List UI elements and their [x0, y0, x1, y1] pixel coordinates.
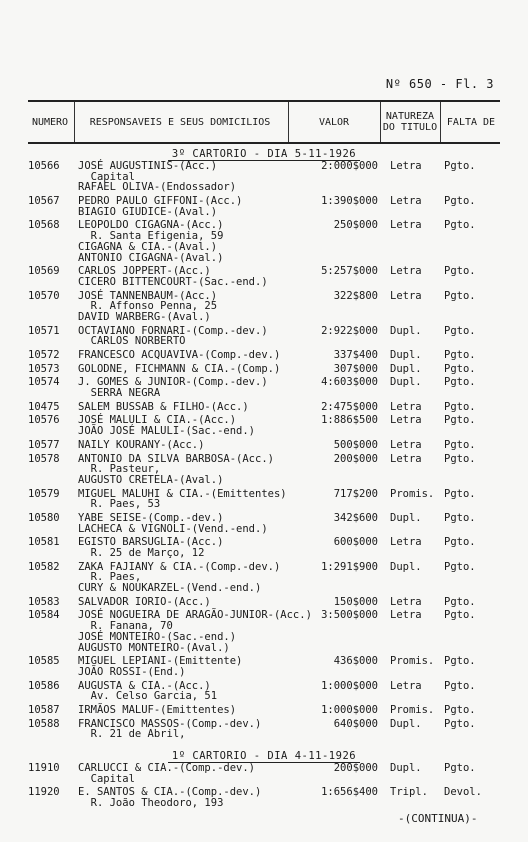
entry-number: 10571 — [28, 324, 60, 337]
entry-number: 11920 — [28, 786, 60, 799]
entry-natureza: Dupl. — [390, 324, 422, 337]
entry-responsavel-line: J. GOMES & JUNIOR-(Comp.-dev.) — [78, 376, 268, 389]
entry-valor: 250$000 — [333, 219, 378, 232]
entry-natureza: Promis. — [390, 487, 435, 500]
entry-responsavel-line: JOSÉ AUGUSTINIS-(Acc.) — [78, 160, 218, 172]
entry-responsavel-line: Capital — [78, 170, 135, 183]
entry-responsavel-line: JOSÉ NOGUEIRA DE ARAGÃO-JUNIOR-(Acc.) — [78, 609, 312, 622]
entry-number: 10576 — [28, 414, 60, 427]
entry-responsavel-line: ANTONIO CIGAGNA-(Aval.) — [78, 251, 224, 264]
entry-number: 10582 — [28, 560, 60, 573]
entry-natureza: Letra — [390, 609, 422, 622]
entry-natureza: Dupl. — [390, 376, 422, 389]
table-row — [28, 610, 500, 653]
entry-number: 10583 — [28, 595, 60, 608]
entry-falta: Pgto. — [444, 265, 476, 278]
entry-valor: 342$600 — [333, 511, 378, 524]
table-row — [28, 196, 500, 217]
entry-responsavel-line: BIAGIO GIUDICE-(Aval.) — [78, 205, 218, 218]
entry-number: 10587 — [28, 703, 60, 716]
entry-falta: Pgto. — [444, 160, 476, 172]
table-row — [28, 220, 500, 263]
page-number: Nº 650 - Fl. 3 — [385, 77, 494, 91]
table-row — [28, 440, 500, 451]
entry-valor: 1:000$000 — [321, 679, 378, 692]
table-row — [28, 513, 500, 534]
entry-natureza: Letra — [390, 536, 422, 549]
entry-valor: 322$800 — [333, 289, 378, 302]
entry-responsavel-line: RAFAEL OLIVA-(Endossador) — [78, 181, 237, 194]
entry-falta: Pgto. — [444, 655, 476, 668]
entry-number: 10475 — [28, 400, 60, 413]
entry-responsavel-line: SALEM BUSSAB & FILHO-(Acc.) — [78, 400, 249, 413]
entry-responsavel-line: IRMÃOS MALUF-(Emittentes) — [78, 703, 237, 716]
entry-valor: 337$400 — [333, 349, 378, 361]
entry-valor: 600$000 — [333, 536, 378, 549]
entry-responsavel-line: LEOPOLDO CIGAGNA-(Acc.) — [78, 219, 224, 232]
table-row — [28, 161, 500, 193]
entry-natureza: Letra — [390, 160, 422, 172]
entry-natureza: Letra — [390, 265, 422, 278]
entry-number: 10578 — [28, 452, 60, 465]
entry-responsavel-line: JOSÉ TANNENBAUM-(Acc.) — [78, 289, 218, 302]
entry-falta: Pgto. — [444, 679, 476, 692]
entry-number: 10584 — [28, 609, 60, 622]
entry-number: 10580 — [28, 511, 60, 524]
entry-valor: 200$000 — [333, 762, 378, 774]
entry-number: 10567 — [28, 195, 60, 208]
table-row — [28, 763, 500, 784]
entry-responsavel-line: Capital — [78, 772, 135, 785]
entry-falta: Pgto. — [444, 349, 476, 361]
entry-responsavel-line: MIGUEL LEPIANI-(Emittente) — [78, 655, 243, 668]
entry-valor: 1:390$000 — [321, 195, 378, 208]
entry-natureza: Letra — [390, 219, 422, 232]
entry-number: 10586 — [28, 679, 60, 692]
entry-valor: 307$000 — [333, 362, 378, 375]
entry-number: 10581 — [28, 536, 60, 549]
entry-natureza: Promis. — [390, 703, 435, 716]
table-row — [28, 537, 500, 558]
entry-falta: Pgto. — [444, 438, 476, 451]
entry-falta: Pgto. — [444, 414, 476, 427]
entry-natureza: Letra — [390, 414, 422, 427]
section-title-text: 1º CARTORIO - DIA 4-11-1926 — [168, 750, 360, 763]
entry-responsavel-line: CARLOS JOPPERT-(Acc.) — [78, 265, 211, 278]
entry-responsavel-line: ZAKA FAJIANY & CIA.-(Comp.-dev.) — [78, 560, 281, 573]
entry-falta: Pgto. — [444, 487, 476, 500]
entry-number: 10569 — [28, 265, 60, 278]
entry-responsavel-line: SERRA NEGRA — [78, 387, 161, 400]
entry-responsavel-line: CURY & NOUKARZEL-(Vend.-end.) — [78, 582, 262, 595]
entry-responsavel-line: JOSÉ MALULI & CIA.-(Acc.) — [78, 414, 237, 427]
table-row — [28, 489, 500, 510]
entry-falta: Pgto. — [444, 762, 476, 774]
entry-valor: 2:475$000 — [321, 400, 378, 413]
entry-natureza: Letra — [390, 195, 422, 208]
entry-valor: 4:603$000 — [321, 376, 378, 389]
entry-falta: Pgto. — [444, 609, 476, 622]
entry-natureza: Dupl. — [390, 511, 422, 524]
entry-natureza: Dupl. — [390, 560, 422, 573]
entry-falta: Pgto. — [444, 362, 476, 375]
entry-responsavel-line: NAILY KOURANY-(Acc.) — [78, 438, 205, 451]
entry-responsavel-line: JOÃO ROSSI-(End.) — [78, 665, 186, 678]
entry-responsavel-line: EGISTO BARSUGLIA-(Acc.) — [78, 536, 224, 549]
table-row — [28, 350, 500, 361]
entry-natureza: Dupl. — [390, 349, 422, 361]
entry-responsavel-line: R. Santa Efigenia, 59 — [78, 230, 224, 243]
entry-responsavel-line: JOÃO JOSÉ MALULI-(Sac.-end.) — [78, 425, 256, 438]
table-row — [28, 415, 500, 436]
entry-valor: 1:656$400 — [321, 786, 378, 799]
entry-responsavel-line: R. Fanana, 70 — [78, 620, 173, 633]
entry-falta: Pgto. — [444, 289, 476, 302]
entry-responsavel-line: PEDRO PAULO GIFFONI-(Acc.) — [78, 195, 243, 208]
entry-valor: 436$000 — [333, 655, 378, 668]
entry-valor: 150$000 — [333, 595, 378, 608]
entry-valor: 1:291$900 — [321, 560, 378, 573]
entry-number: 10573 — [28, 362, 60, 375]
entry-responsavel-line: E. SANTOS & CIA.-(Comp.-dev.) — [78, 786, 262, 799]
entry-falta: Pgto. — [444, 595, 476, 608]
table-row — [28, 719, 500, 740]
entry-responsavel-line: SALVADOR IORIO-(Acc.) — [78, 595, 211, 608]
entry-number: 10579 — [28, 487, 60, 500]
entry-natureza: Letra — [390, 438, 422, 451]
table-header — [28, 100, 500, 144]
entry-responsavel-line: R. Affonso Penna, 25 — [78, 300, 218, 313]
entry-number: 10588 — [28, 717, 60, 730]
table-row — [28, 266, 500, 287]
table-row — [28, 402, 500, 413]
entry-valor: 3:500$000 — [321, 609, 378, 622]
table-row — [28, 291, 500, 323]
entry-falta: Pgto. — [444, 195, 476, 208]
table-row — [28, 787, 500, 808]
section-title-text: 3º CARTORIO - DIA 5-11-1926 — [168, 148, 360, 161]
entry-number: 10566 — [28, 160, 60, 172]
entry-responsavel-line: FRANCISCO MASSOS-(Comp.-dev.) — [78, 717, 262, 730]
entry-falta: Pgto. — [444, 560, 476, 573]
entry-responsavel-line: R. 25 de Março, 12 — [78, 547, 205, 559]
entry-number: 10572 — [28, 349, 60, 361]
entry-valor: 500$000 — [333, 438, 378, 451]
entry-valor: 2:922$000 — [321, 324, 378, 337]
entry-natureza: Letra — [390, 452, 422, 465]
entry-valor: 1:000$000 — [321, 703, 378, 716]
entry-number: 10577 — [28, 438, 60, 451]
entry-responsavel-line: CIGAGNA & CIA.-(Aval.) — [78, 240, 218, 253]
entry-natureza: Dupl. — [390, 762, 422, 774]
column-natureza: NATUREZA DO TITULO — [382, 111, 438, 133]
entry-falta: Pgto. — [444, 717, 476, 730]
entry-falta: Pgto. — [444, 511, 476, 524]
table-row — [28, 364, 500, 375]
entry-valor: 5:257$000 — [321, 265, 378, 278]
entry-natureza: Tripl. — [390, 786, 428, 799]
entry-natureza: Promis. — [390, 655, 435, 668]
entry-natureza: Letra — [390, 289, 422, 302]
table-row — [28, 656, 500, 677]
column-responsaveis: RESPONSAVEIS E SEUS DOMICILIOS — [89, 116, 271, 128]
entry-responsavel-line: CARLOS NORBERTO — [78, 335, 186, 348]
entry-responsavel-line: Av. Celso Garcia, 51 — [78, 690, 218, 703]
entry-natureza: Letra — [390, 400, 422, 413]
entry-number: 10568 — [28, 219, 60, 232]
entry-responsavel-line: JOSÉ MONTEIRO-(Sac.-end.) — [78, 630, 237, 643]
entry-number: 10570 — [28, 289, 60, 302]
protest-list — [28, 141, 500, 812]
entry-natureza: Dupl. — [390, 362, 422, 375]
table-row — [28, 681, 500, 702]
entry-falta: Pgto. — [444, 452, 476, 465]
section-title — [28, 749, 500, 763]
entry-responsavel-line: YABE SEISE-(Comp.-dev.) — [78, 511, 224, 524]
table-row — [28, 377, 500, 398]
entry-valor: 2:000$000 — [321, 160, 378, 172]
entry-responsavel-line: R. João Theodoro, 193 — [78, 797, 224, 810]
entry-falta: Pgto. — [444, 400, 476, 413]
continua-footer: -(CONTINUA)- — [398, 812, 478, 825]
entry-valor: 1:886$500 — [321, 414, 378, 427]
entry-falta: Pgto. — [444, 219, 476, 232]
entry-responsavel-line: CARLUCCI & CIA.-(Comp.-dev.) — [78, 762, 256, 774]
entry-falta: Pgto. — [444, 536, 476, 549]
entry-responsavel-line: FRANCESCO ACQUAVIVA-(Comp.-dev.) — [78, 349, 281, 361]
table-row — [28, 597, 500, 608]
entry-responsavel-line: R. Paes, 53 — [78, 498, 161, 511]
entry-natureza: Letra — [390, 679, 422, 692]
entry-number: 10574 — [28, 376, 60, 389]
table-row — [28, 705, 500, 716]
column-numero: NUMERO — [31, 116, 69, 128]
column-falta: FALTA DE — [446, 116, 496, 128]
table-row — [28, 326, 500, 347]
entry-falta: Pgto. — [444, 376, 476, 389]
entry-responsavel-line: AUGUSTO CRETELA-(Aval.) — [78, 473, 224, 486]
entry-falta: Pgto. — [444, 324, 476, 337]
entry-responsavel-line: R. Pasteur, — [78, 463, 161, 476]
entry-responsavel-line: MIGUEL MALUHI & CIA.-(Emittentes) — [78, 487, 287, 500]
entry-responsavel-line: OCTAVIANO FORNARI-(Comp.-dev.) — [78, 324, 268, 337]
entry-responsavel-line: R. 21 de Abril, — [78, 728, 186, 741]
entry-falta: Devol. — [444, 786, 482, 799]
section-title — [28, 147, 500, 161]
entry-responsavel-line: R. Paes, — [78, 571, 142, 584]
entry-valor: 200$000 — [333, 452, 378, 465]
table-row — [28, 454, 500, 486]
table-row — [28, 562, 500, 594]
entry-responsavel-line: ANTONIO DA SILVA BARBOSA-(Acc.) — [78, 452, 274, 465]
entry-responsavel-line: LACHECA & VIGNOLI-(Vend.-end.) — [78, 522, 268, 535]
entry-natureza: Letra — [390, 595, 422, 608]
entry-responsavel-line: DAVID WARBERG-(Aval.) — [78, 310, 211, 323]
entry-natureza: Dupl. — [390, 717, 422, 730]
entry-responsavel-line: AUGUSTA & CIA.-(Acc.) — [78, 679, 211, 692]
entry-number: 10585 — [28, 655, 60, 668]
entry-responsavel-line: GOLODNE, FICHMANN & CIA.-(Comp.) — [78, 362, 281, 375]
entry-valor: 717$200 — [333, 487, 378, 500]
entry-valor: 640$000 — [333, 717, 378, 730]
entry-falta: Pgto. — [444, 703, 476, 716]
column-valor: VALOR — [318, 116, 350, 128]
entry-responsavel-line: CICERO BITTENCOURT-(Sac.-end.) — [78, 275, 268, 288]
entry-responsavel-line: AUGUSTO MONTEIRO-(Aval.) — [78, 641, 230, 654]
entry-number: 11910 — [28, 762, 60, 774]
